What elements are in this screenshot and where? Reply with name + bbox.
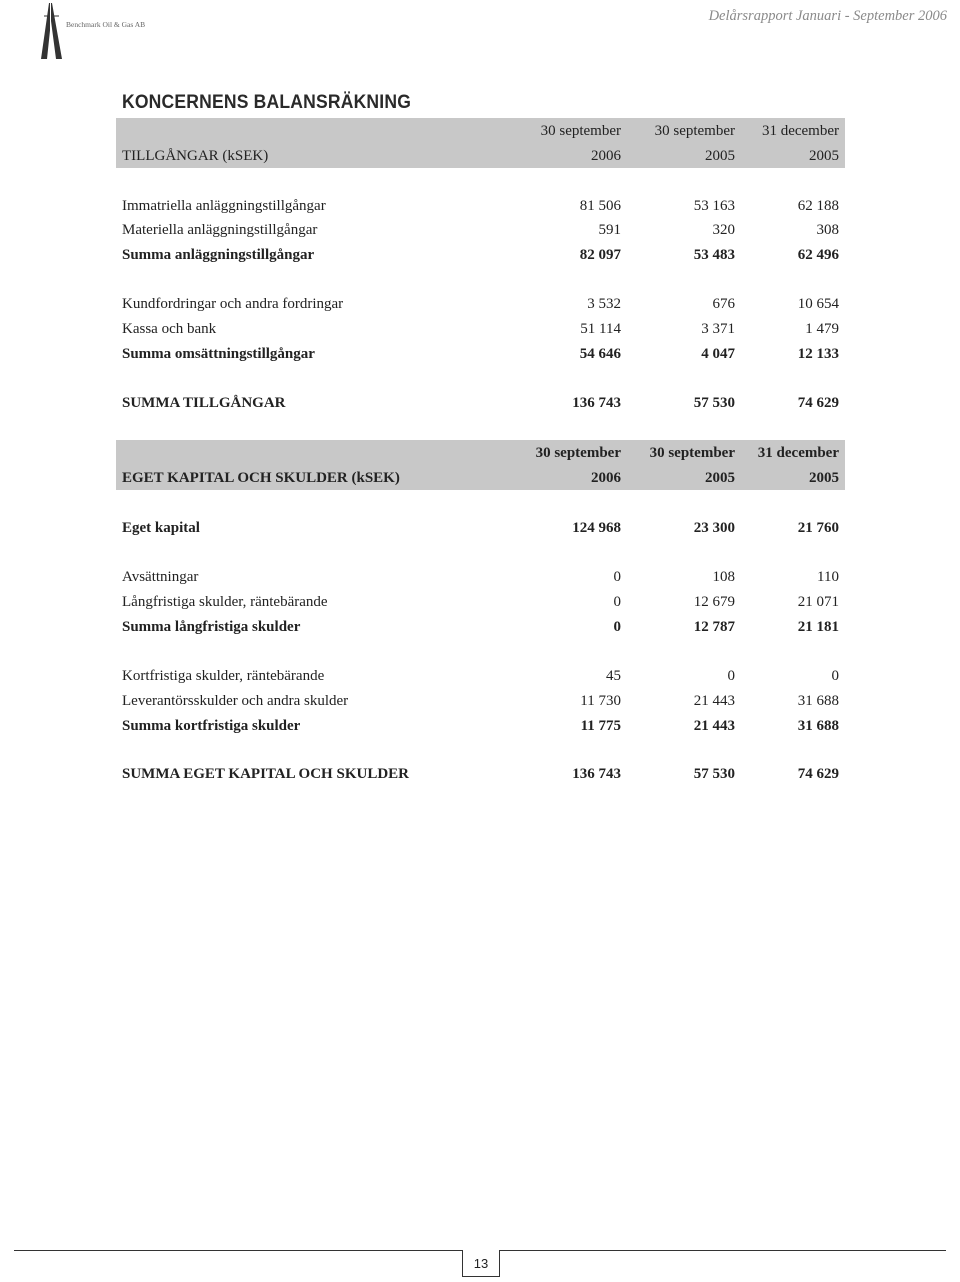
table-row xyxy=(122,566,839,588)
table-row xyxy=(122,318,839,340)
report-title: Delårsrapport Januari - September 2006 xyxy=(708,8,947,24)
company-name: Benchmark Oil & Gas AB xyxy=(66,20,146,29)
liabilities-col3-period: 31 december xyxy=(757,445,839,461)
assets-col3-period: 31 december xyxy=(761,123,839,139)
subtotal-row xyxy=(122,517,839,539)
page-number: 13 xyxy=(462,1250,500,1277)
liabilities-header-label: EGET KAPITAL OCH SKULDER (kSEK) xyxy=(122,470,400,486)
row-value: 21 443 xyxy=(693,693,735,709)
row-value: 3 532 xyxy=(587,296,621,312)
row-value: 108 xyxy=(712,569,735,585)
row-value: 0 xyxy=(613,569,621,585)
row-value: 136 743 xyxy=(572,395,621,411)
row-label: SUMMA EGET KAPITAL OCH SKULDER xyxy=(122,766,409,782)
row-label: Leverantörsskulder och andra skulder xyxy=(122,693,349,709)
assets-header-row-top xyxy=(122,120,839,142)
row-value: 136 743 xyxy=(572,766,621,782)
row-value: 74 629 xyxy=(797,766,839,782)
row-value: 51 114 xyxy=(580,321,621,337)
row-value: 12 787 xyxy=(693,619,735,635)
table-row xyxy=(122,690,839,712)
assets-col1-period: 30 september xyxy=(540,123,621,139)
row-value: 21 181 xyxy=(797,619,839,635)
row-label: Kassa och bank xyxy=(122,321,217,337)
assets-col1-year: 2006 xyxy=(591,148,621,164)
table-row xyxy=(122,591,839,613)
row-label: Kundfordringar och andra fordringar xyxy=(122,296,344,312)
row-label: Immatriella anläggningstillgångar xyxy=(122,198,326,214)
liabilities-col2-year: 2005 xyxy=(705,470,735,486)
row-label: Summa kortfristiga skulder xyxy=(122,718,301,734)
row-value: 0 xyxy=(727,668,735,684)
row-value: 57 530 xyxy=(693,395,735,411)
page-title: KONCERNENS BALANSRÄKNING xyxy=(122,91,412,113)
liabilities-header-row-bottom xyxy=(122,467,839,489)
row-value: 12 679 xyxy=(693,594,735,610)
row-value: 3 371 xyxy=(701,321,735,337)
subtotal-row xyxy=(122,244,839,266)
row-value: 82 097 xyxy=(579,247,621,263)
row-label: Långfristiga skulder, räntebärande xyxy=(122,594,328,610)
row-value: 81 506 xyxy=(579,198,621,214)
row-value: 0 xyxy=(613,619,621,635)
row-label: Summa långfristiga skulder xyxy=(122,619,301,635)
row-value: 45 xyxy=(606,668,621,684)
table-row xyxy=(122,293,839,315)
row-label: Kortfristiga skulder, räntebärande xyxy=(122,668,325,684)
row-value: 21 443 xyxy=(693,718,735,734)
row-value: 21 071 xyxy=(797,594,839,610)
assets-col3-year: 2005 xyxy=(809,148,839,164)
row-value: 10 654 xyxy=(797,296,839,312)
row-value: 320 xyxy=(712,222,735,238)
row-value: 0 xyxy=(831,668,839,684)
row-label: Avsättningar xyxy=(122,569,199,585)
row-value: 57 530 xyxy=(693,766,735,782)
row-value: 0 xyxy=(613,594,621,610)
assets-col2-year: 2005 xyxy=(705,148,735,164)
row-value: 23 300 xyxy=(693,520,735,536)
row-value: 21 760 xyxy=(797,520,839,536)
row-label: SUMMA TILLGÅNGAR xyxy=(122,395,286,411)
row-value: 676 xyxy=(712,296,735,312)
row-value: 1 479 xyxy=(805,321,839,337)
table-row xyxy=(122,219,839,241)
row-label: Summa anläggningstillgångar xyxy=(122,247,315,263)
liabilities-col1-year: 2006 xyxy=(591,470,621,486)
row-label: Summa omsättningstillgångar xyxy=(122,346,315,362)
liabilities-col1-period: 30 september xyxy=(535,445,621,461)
row-value: 53 483 xyxy=(693,247,735,263)
equity-liabilities-table xyxy=(116,440,845,790)
liabilities-col2-period: 30 september xyxy=(649,445,735,461)
row-value: 4 047 xyxy=(701,346,735,362)
row-value: 31 688 xyxy=(797,718,839,734)
assets-table xyxy=(116,118,845,418)
liabilities-col3-year: 2005 xyxy=(809,470,839,486)
row-value: 74 629 xyxy=(797,395,839,411)
assets-col2-period: 30 september xyxy=(654,123,735,139)
assets-header-row-bottom xyxy=(122,145,839,167)
row-value: 11 730 xyxy=(580,693,621,709)
row-value: 124 968 xyxy=(572,520,621,536)
row-value: 62 188 xyxy=(797,198,839,214)
assets-header-label: TILLGÅNGAR (kSEK) xyxy=(122,148,269,164)
page-header xyxy=(0,0,960,60)
row-value: 591 xyxy=(598,222,621,238)
row-value: 110 xyxy=(817,569,839,585)
table-row xyxy=(122,195,839,217)
subtotal-row xyxy=(122,715,839,737)
row-value: 31 688 xyxy=(797,693,839,709)
table-row xyxy=(122,665,839,687)
row-value: 62 496 xyxy=(797,247,839,263)
liabilities-header-row-top xyxy=(122,442,839,464)
row-value: 308 xyxy=(816,222,839,238)
row-value: 53 163 xyxy=(693,198,735,214)
total-row xyxy=(122,392,839,414)
row-value: 54 646 xyxy=(579,346,621,362)
derrick-logo-icon xyxy=(40,3,64,59)
row-value: 12 133 xyxy=(797,346,839,362)
total-row xyxy=(122,763,839,785)
subtotal-row xyxy=(122,343,839,365)
row-label: Materiella anläggningstillgångar xyxy=(122,222,318,238)
row-value: 11 775 xyxy=(580,718,621,734)
row-label: Eget kapital xyxy=(122,520,200,536)
subtotal-row xyxy=(122,616,839,638)
